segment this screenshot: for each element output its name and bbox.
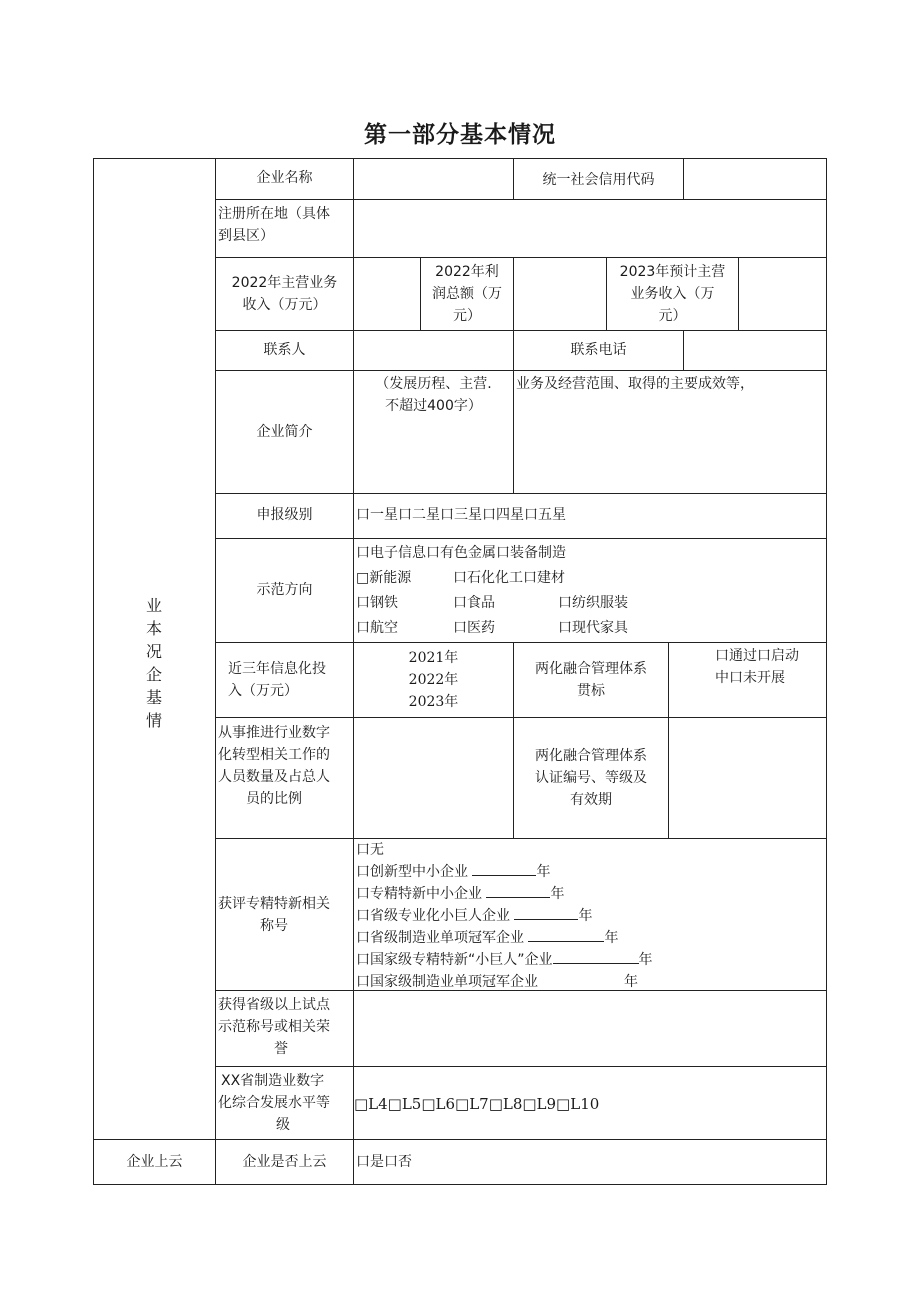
title-option-innovative-sme[interactable]: 口创新型中小企业 年	[356, 861, 550, 883]
title-option-national-little-giant[interactable]: 口国家级专精特新“小巨人”企业 年	[356, 949, 653, 971]
integration-standard-options[interactable]: 口通过口启动 中口未开展	[715, 648, 799, 686]
title-option-national-champion[interactable]: 口国家级制造业单项冠军企业 年	[356, 974, 638, 990]
demo-direction-label: 示范方向	[256, 582, 313, 598]
company-intro-hint-continued: 业务及经营范围、取得的主要成效等，	[516, 376, 754, 392]
demo-direction-line1[interactable]: 口电子信息口有色金属口装备制造	[356, 545, 566, 561]
company-name-label: 企业名称	[256, 170, 313, 186]
company-intro-hint: （发展历程、主营. 不超过400字）	[375, 376, 492, 414]
declaration-level-options[interactable]: 口一星口二星口三星口四星口五星	[356, 507, 566, 523]
option-textile[interactable]: 口纺织服装	[558, 595, 628, 611]
contact-person-label: 联系人	[263, 342, 306, 358]
declaration-level-label: 申报级别	[256, 507, 313, 523]
title-option-none[interactable]: 口无	[356, 842, 384, 858]
it-investment-years: 2021年 2022年 2023年	[408, 650, 459, 710]
option-steel[interactable]: 口钢铁	[356, 595, 398, 611]
digital-level-label: XX省制造业数字 化综合发展水平等 级	[218, 1073, 330, 1133]
main-revenue-2022-label: 2022年主营业务 收入（万元）	[231, 275, 338, 313]
cloud-section-label: 企业上云	[126, 1154, 183, 1170]
it-investment-label: 近三年信息化投 入（万元）	[228, 661, 326, 699]
integration-standard-label: 两化融合管理体系 贯标	[535, 661, 647, 699]
section-label: 业本况企基情	[145, 596, 162, 730]
pilot-honor-label: 获得省级以上试点 示范称号或相关荣 誉	[218, 997, 330, 1057]
company-intro-label: 企业简介	[256, 424, 313, 440]
title-option-provincial-champion[interactable]: 口省级制造业单项冠军企业 年	[356, 927, 618, 949]
profit-2022-label: 2022年利 润总额（万 元）	[432, 264, 502, 324]
cloud-options[interactable]: 口是口否	[356, 1154, 412, 1170]
page-title: 第一部分基本情况	[364, 122, 556, 148]
option-petrochemical-building[interactable]: 口石化化工口建材	[453, 570, 565, 586]
digital-level-options[interactable]: □L4□L5□L6□L7□L8□L9□L10	[354, 1095, 600, 1113]
option-aviation[interactable]: 口航空	[356, 620, 398, 636]
contact-phone-label: 联系电话	[570, 342, 627, 358]
option-food[interactable]: 口食品	[453, 595, 495, 611]
cloud-question-label: 企业是否上云	[242, 1154, 327, 1170]
integration-cert-label: 两化融合管理体系 认证编号、等级及 有效期	[535, 748, 647, 808]
forecast-revenue-2023-label: 2023年预计主营 业务收入（万 元）	[619, 264, 726, 324]
digital-staff-label: 从事推进行业数字 化转型相关工作的 人员数量及占总人 员的比例	[218, 725, 330, 807]
specialized-title-label: 获评专精特新相关 称号	[218, 896, 330, 934]
option-new-energy[interactable]: □新能源	[356, 570, 412, 586]
title-option-provincial-little-giant[interactable]: 口省级专业化小巨人企业 年	[356, 905, 592, 927]
option-furniture[interactable]: 口现代家具	[558, 620, 628, 636]
registered-location-label: 注册所在地（具体 到县区）	[218, 206, 330, 244]
title-option-specialized-sme[interactable]: 口专精特新中小企业 年	[356, 883, 564, 905]
credit-code-label: 统一社会信用代码	[542, 172, 655, 188]
option-medicine[interactable]: 口医药	[453, 620, 495, 636]
